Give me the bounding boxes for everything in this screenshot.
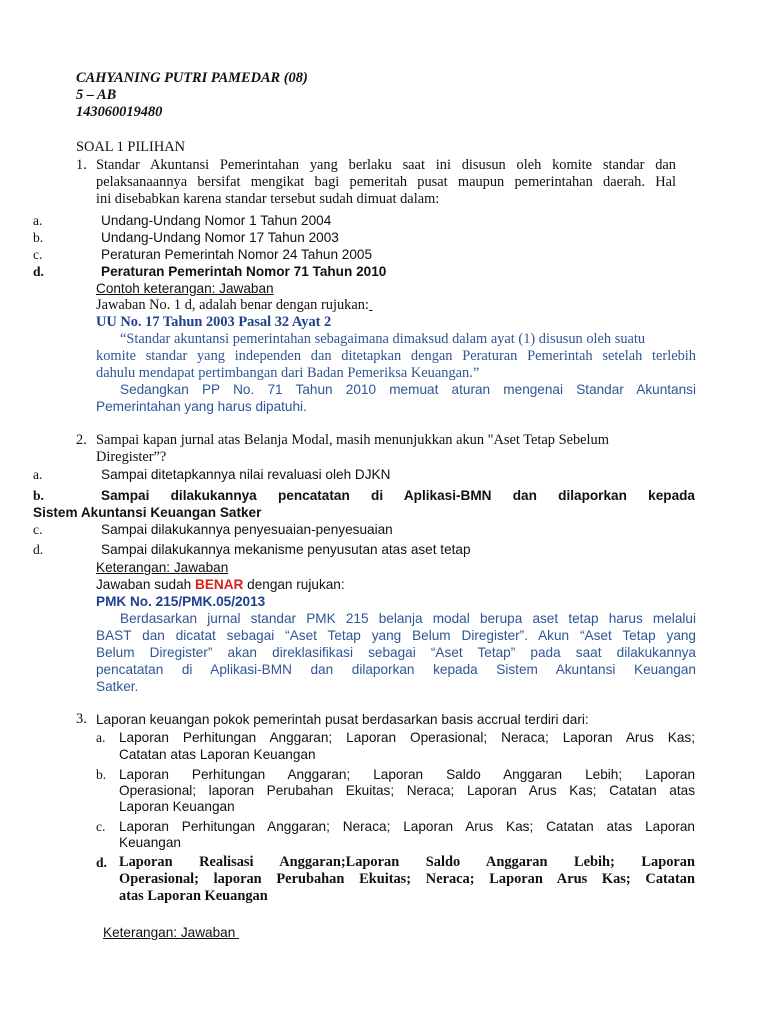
q1-option-mark: c. xyxy=(33,247,43,262)
q1-option-a: Undang-Undang Nomor 1 Tahun 2004 xyxy=(101,213,332,228)
q3-option-a-line: Laporan Perhitungan Anggaran; Laporan Operasional; Neraca; Laporan Arus Kas; xyxy=(119,730,695,745)
q3-option-a-line: Catatan atas Laporan Keuangan xyxy=(119,747,316,762)
q2-option-mark: a. xyxy=(33,467,43,482)
q1-quote-line: komite standar yang independen dan ditetapkan dengan Peraturan Pemerintah setelah terlebih xyxy=(96,348,696,364)
student-name: CAHYANING PUTRI PAMEDAR (08) xyxy=(76,70,308,86)
q2-option-mark: c. xyxy=(33,522,43,537)
q3-option-c-line: Laporan Perhitungan Anggaran; Neraca; Laporan Arus Kas; Catatan atas Laporan xyxy=(119,819,695,834)
student-nim: 143060019480 xyxy=(76,104,163,120)
q2-option-d: Sampai dilakukannya mekanisme penyusutan atas aset tetap xyxy=(101,542,471,557)
q1-quote-line: “Standar akuntansi pemerintahan sebagaimana dimaksud dalam ayat (1) disusun oleh suatu xyxy=(120,331,646,347)
q2-body-line: pencatatan di Aplikasi-BMN dan dilaporkan kepada Sistem Akuntansi Keuangan xyxy=(96,662,696,677)
q1-note-label: Contoh keterangan: Jawaban xyxy=(96,281,274,296)
q1-option-c: Peraturan Pemerintah Nomor 24 Tahun 2005 xyxy=(101,247,373,262)
q1-text-line: Standar Akuntansi Pemerintahan yang berlaku saat ini disusun oleh komite standar dan xyxy=(96,157,676,173)
q1-text-line: pelaksanaannya bersifat mengikat bagi pemeritah pusat maupun pemerintahan daerah. Hal xyxy=(96,174,676,190)
q2-answer-line: Jawaban sudah BENAR dengan rujukan: xyxy=(96,577,345,592)
q1-option-mark: b. xyxy=(33,230,44,245)
q3-option-d-correct-line: atas Laporan Keuangan xyxy=(119,888,268,904)
q2-body-line: Berdasarkan jurnal standar PMK 215 belanja modal berupa aset tetap harus melalui xyxy=(120,611,696,626)
q1-closing-line: Pemerintahan yang harus dipatuhi. xyxy=(96,399,307,414)
q2-number: 2. xyxy=(76,432,87,448)
q1-answer-line: Jawaban No. 1 d, adalah benar dengan rujukan: xyxy=(96,297,369,313)
q1-option-b: Undang-Undang Nomor 17 Tahun 2003 xyxy=(101,230,339,245)
q3-note-label: Keterangan: Jawaban xyxy=(103,925,236,940)
section-title: SOAL 1 PILIHAN xyxy=(76,139,185,155)
q1-option-d-correct: Peraturan Pemerintah Nomor 71 Tahun 2010 xyxy=(101,264,387,279)
q1-text-line: ini disebabkan karena standar tersebut sudah dimuat dalam: xyxy=(96,191,440,207)
q3-option-mark: a. xyxy=(96,730,106,745)
q3-option-mark: b. xyxy=(96,767,107,782)
q2-reference: PMK No. 215/PMK.05/2013 xyxy=(96,594,266,609)
q2-text-line: Diregister”? xyxy=(96,449,167,465)
q3-number: 3. xyxy=(76,711,87,727)
q1-closing-line: Sedangkan PP No. 71 Tahun 2010 memuat aturan mengenai Standar Akuntansi xyxy=(120,382,696,397)
q2-option-mark: b. xyxy=(33,488,44,503)
q1-number: 1. xyxy=(76,157,87,173)
q1-reference: UU No. 17 Tahun 2003 Pasal 32 Ayat 2 xyxy=(96,314,332,330)
q1-option-mark: a. xyxy=(33,213,43,228)
q3-option-b-line: Laporan Keuangan xyxy=(119,799,235,814)
q1-option-mark: d. xyxy=(33,264,44,279)
q2-text-line: Sampai kapan jurnal atas Belanja Modal, masih menunjukkan akun "Aset Tetap Sebelum xyxy=(96,432,609,448)
q2-option-c: Sampai dilakukannya penyesuaian-penyesuaian xyxy=(101,522,393,537)
q2-option-mark: d. xyxy=(33,542,44,557)
q2-option-b-correct: Sampai dilakukannya pencatatan di Aplikasi-BMN dan dilaporkan kepada xyxy=(101,488,695,503)
q2-note-label: Keterangan: Jawaban xyxy=(96,560,229,575)
q3-text-line: Laporan keuangan pokok pemerintah pusat berdasarkan basis accrual terdiri dari: xyxy=(96,712,589,727)
q2-body-line: Satker. xyxy=(96,679,139,694)
q3-option-d-correct-line: Laporan Realisasi Anggaran;Laporan Saldo Anggaran Lebih; Laporan xyxy=(119,854,695,870)
q2-body-line: BAST dan dicatat sebagai “Aset Tetap yang Belum Diregister”. Akun “Aset Tetap yang xyxy=(96,628,696,643)
q3-option-mark: c. xyxy=(96,819,106,834)
q3-option-b-line: Operasional; laporan Perubahan Ekuitas; Neraca; Laporan Arus Kas; Catatan atas xyxy=(119,783,695,798)
q3-option-mark: d. xyxy=(96,855,107,870)
q2-body-line: Belum Diregister” akan direklasifikasi sebagai “Aset Tetap” pada saat dilakukannya xyxy=(96,645,696,660)
q3-option-d-correct-line: Operasional; laporan Perubahan Ekuitas; Neraca; Laporan Arus Kas; Catatan xyxy=(119,871,695,887)
q2-option-b-correct-cont: Sistem Akuntansi Keuangan Satker xyxy=(33,505,262,520)
q2-option-a: Sampai ditetapkannya nilai revaluasi oleh DJKN xyxy=(101,467,391,482)
student-class: 5 – AB xyxy=(76,87,117,103)
q3-option-b-line: Laporan Perhitungan Anggaran; Laporan Saldo Anggaran Lebih; Laporan xyxy=(119,767,695,782)
q3-option-c-line: Keuangan xyxy=(119,835,181,850)
answer-status-badge: BENAR xyxy=(195,577,244,592)
q1-quote-line: dahulu mendapat pertimbangan dari Badan Pemeriksa Keuangan.” xyxy=(96,365,480,381)
